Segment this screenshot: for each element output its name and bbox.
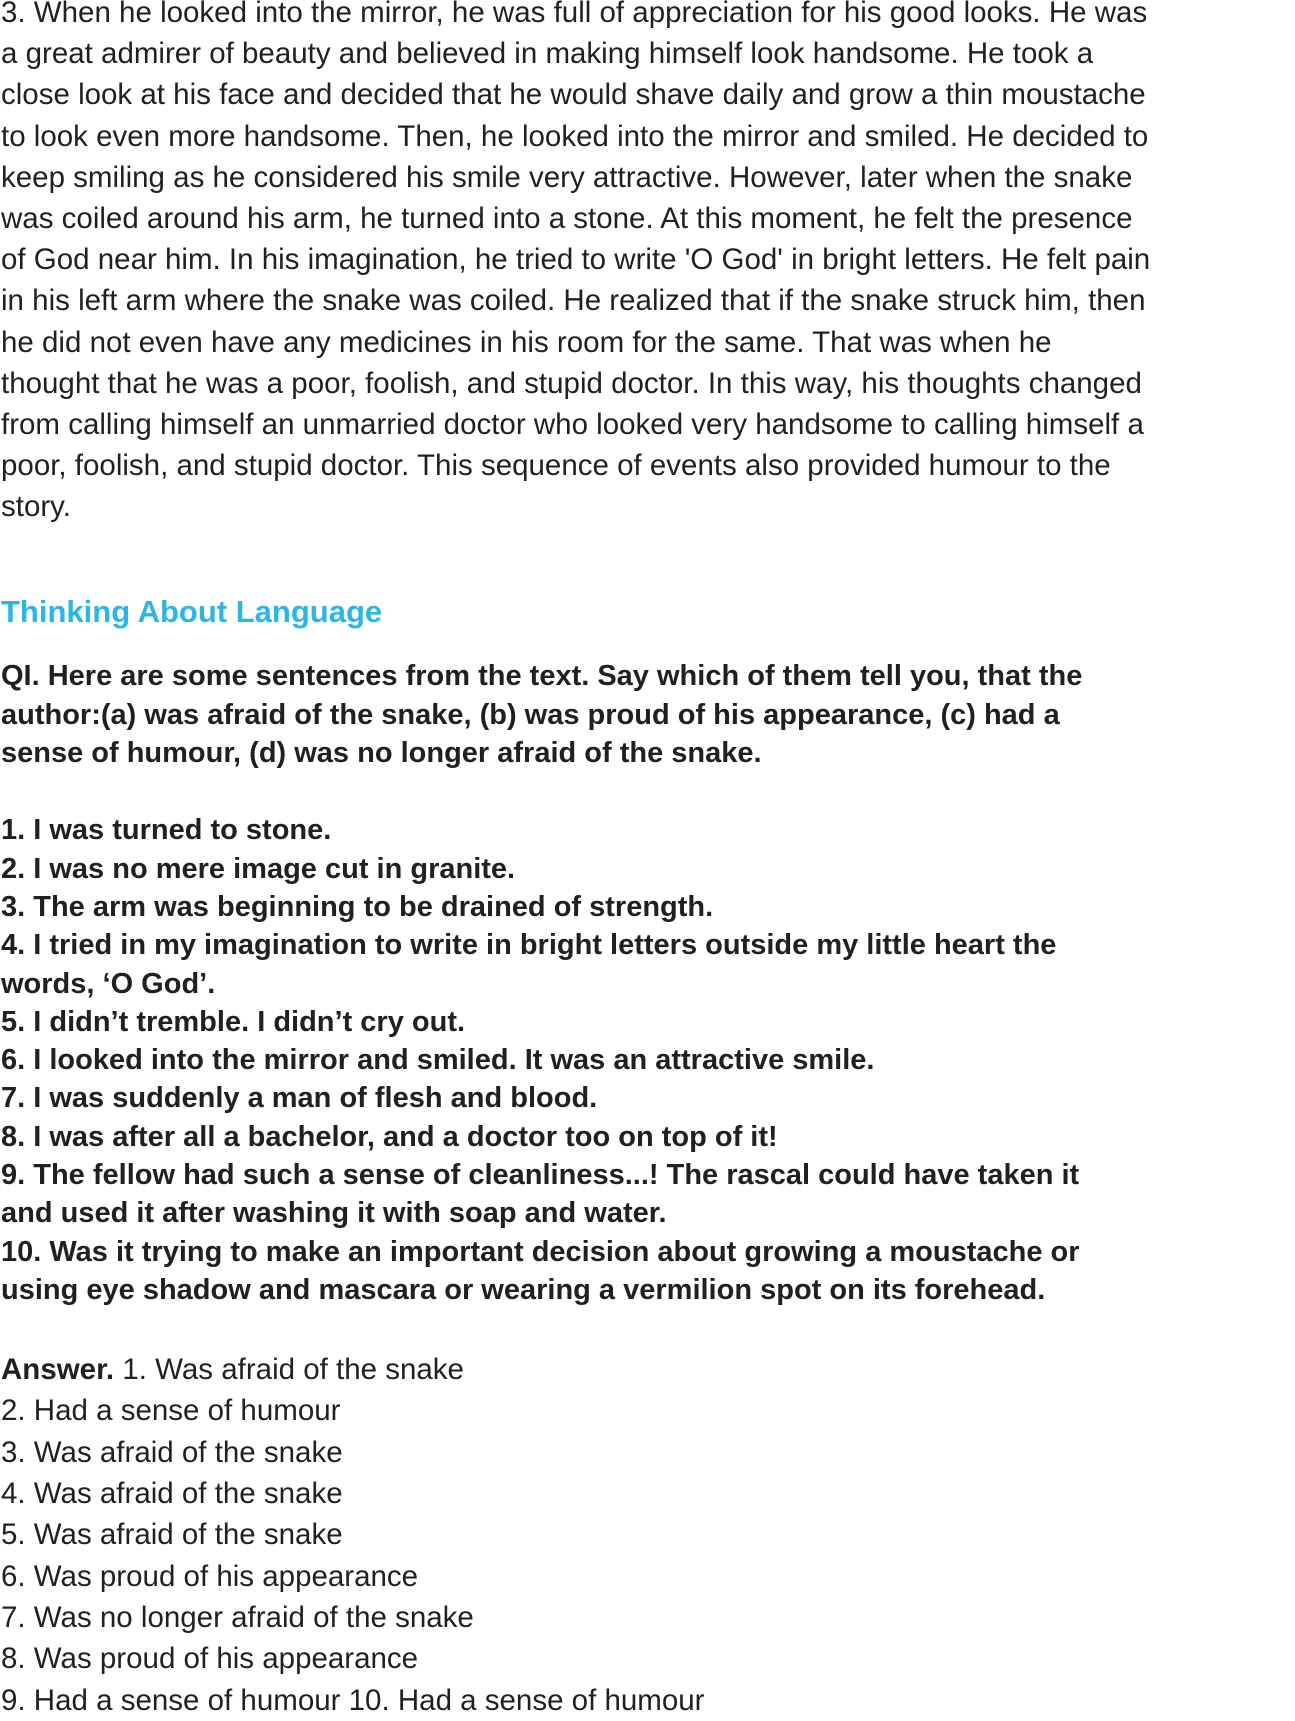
sentence-item: 1. I was turned to stone. (1, 814, 332, 847)
sentence-list (1, 811, 1295, 1309)
paragraph-line: poor, foolish, and stupid doctor. This sequence of events also provided humour to the (1, 449, 1111, 483)
sentence-item: 7. I was suddenly a man of flesh and blood. (1, 1082, 598, 1115)
sentence-item: 3. The arm was beginning to be drained of strength. (1, 890, 714, 923)
paragraph-line: close look at his face and decided that he would shave daily and grow a thin moustache (1, 78, 1146, 112)
sentence-item: 4. I tried in my imagination to write in bright letters outside my little heart the (1, 929, 1057, 962)
paragraph-line: from calling himself an unmarried doctor who looked very handsome to calling himself a (1, 407, 1144, 441)
answer-item: 7. Was no longer afraid of the snake (1, 1600, 474, 1634)
paragraph-line: thought that he was a poor, foolish, and stupid doctor. In this way, his thoughts changed (1, 366, 1142, 400)
question-line: sense of humour, (d) was no longer afraid of the snake. (1, 737, 762, 770)
answer-item: 9. Had a sense of humour 10. Had a sense of humour (1, 1683, 705, 1717)
sentence-item: 10. Was it trying to make an important decision about growing a moustache or (1, 1235, 1080, 1268)
sentence-item: words, ‘O God’. (1, 967, 216, 1000)
sentence-item: 2. I was no mere image cut in granite. (1, 852, 516, 885)
answer-label: Answer. (1, 1353, 115, 1387)
paragraph-line: story. (1, 490, 71, 524)
question-text (1, 657, 1295, 772)
paragraph-line: of God near him. In his imagination, he tried to write 'O God' in bright letters. He felt pain (1, 243, 1151, 277)
answer-line (1, 1349, 1295, 1390)
sentence-item: 9. The fellow had such a sense of cleanliness...! The rascal could have taken it (1, 1159, 1080, 1191)
answer-item: 5. Was afraid of the snake (1, 1518, 343, 1552)
answer-item: 6. Was proud of his appearance (1, 1559, 419, 1593)
sentence-item: and used it after washing it with soap and water. (1, 1197, 667, 1230)
question-line: QI. Here are some sentences from the text. Say which of them tell you, that the (1, 660, 1083, 693)
sentence-item: using eye shadow and mascara or wearing a vermilion spot on its forehead. (1, 1273, 1046, 1306)
answer-item: 4. Was afraid of the snake (1, 1477, 343, 1511)
sentence-item: 5. I didn’t tremble. I didn’t cry out. (1, 1005, 466, 1038)
question-line: author:(a) was afraid of the snake, (b) was proud of his appearance, (c) had a (1, 698, 1060, 731)
section-heading: Thinking About Language (1, 594, 383, 630)
answer-item: 3. Was afraid of the snake (1, 1435, 343, 1469)
answer-list (1, 1349, 1295, 1721)
paragraph-line: to look even more handsome. Then, he looked into the mirror and smiled. He decided to (1, 119, 1149, 153)
answer-item: 8. Was proud of his appearance (1, 1642, 419, 1676)
paragraph-line: was coiled around his arm, he turned into a stone. At this moment, he felt the presence (1, 201, 1133, 235)
sentence-item: 8. I was after all a bachelor, and a doctor too on top of it! (1, 1120, 778, 1153)
answer-item: 2. Had a sense of humour (1, 1394, 341, 1428)
paragraph-line: 3. When he looked into the mirror, he was full of appreciation for his good looks. He was (1, 0, 1148, 29)
sentence-item: 6. I looked into the mirror and smiled. It was an attractive smile. (1, 1044, 875, 1077)
answer-paragraph-3 (1, 0, 1295, 527)
paragraph-line: in his left arm where the snake was coiled. He realized that if the snake struck him, then (1, 284, 1146, 318)
paragraph-line: keep smiling as he considered his smile very attractive. However, later when the snake (1, 160, 1133, 194)
paragraph-line: he did not even have any medicines in his room for the same. That was when he (1, 325, 1052, 359)
paragraph-line: a great admirer of beauty and believed in making himself look handsome. He took a (1, 37, 1094, 71)
answer-item: 1. Was afraid of the snake (114, 1353, 464, 1387)
